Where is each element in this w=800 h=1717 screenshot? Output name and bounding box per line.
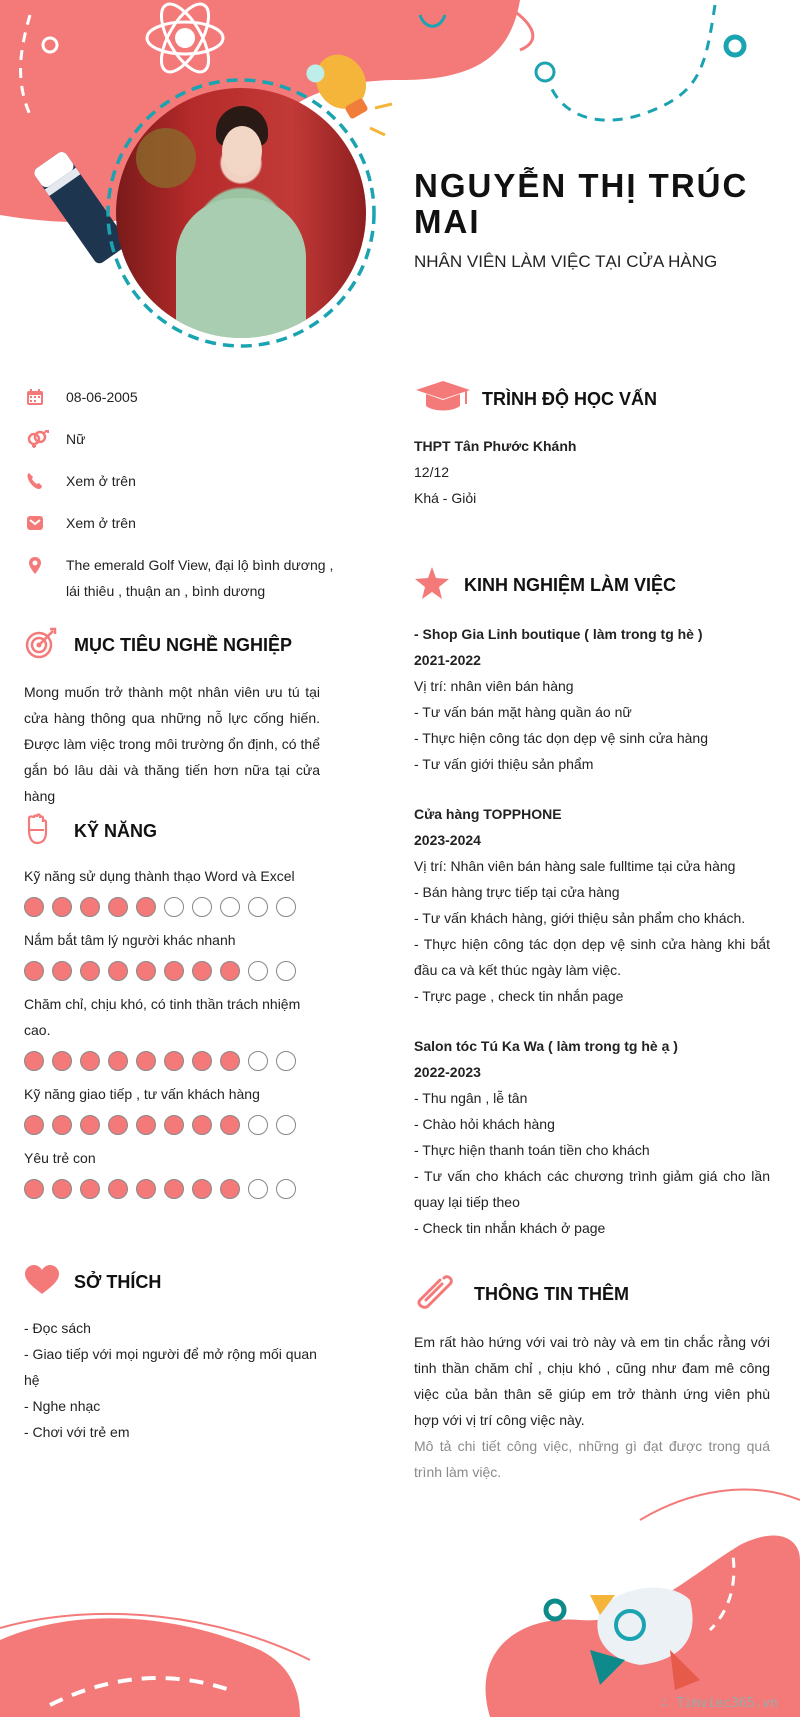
job-period: 2023-2024 [414,832,481,848]
skill-rating [24,961,320,981]
job-detail: - Thực hiện công tác dọn dẹp vệ sinh cửa hàng [414,730,709,746]
education-title: TRÌNH ĐỘ HỌC VẤN [482,389,657,409]
additional-section [414,1274,770,1485]
job-entry [414,801,770,1009]
objective-title: MỤC TIÊU NGHỀ NGHIỆP [74,635,293,655]
job-detail: - Check tin nhắn khách ở page [414,1220,606,1236]
rating-dot-filled [80,897,100,917]
raised-fist-icon [24,812,74,851]
contact-address [26,552,346,604]
job-detail: - Thu ngân , lễ tân [414,1090,528,1106]
objective-section [24,626,320,809]
objective-text: Mong muốn trở thành một nhân viên ưu tú tại cửa hàng thông qua những nỗ lực cống hiến. Được làm việc trong môi trường ổn định, có thể gắn bó lâu dài và thăng tiến hơn nữa tại cửa hàng [24,684,320,804]
rating-dot-filled [108,1051,128,1071]
calendar-icon [26,384,66,406]
rating-dot-filled [52,897,72,917]
skill-rating [24,1115,320,1135]
job-detail: - Bán hàng trực tiếp tại cửa hàng [414,884,620,900]
contact-info [26,384,346,620]
birthday-value: 08-06-2005 [66,389,138,405]
rating-dot-empty [276,897,296,917]
rating-dot-filled [164,1115,184,1135]
rating-dot-filled [52,1051,72,1071]
heart-icon [24,1264,74,1301]
rating-dot-filled [108,1179,128,1199]
additional-text: Em rất hào hứng với vai trò này và em tin chắc rằng với tinh thần chăm chỉ , chịu khó , cũng như đam mê công việc của bản thân sẽ giúp em trở thành ứng viên phù hợp với vị trí công việc này. [414,1334,770,1428]
rating-dot-filled [52,1179,72,1199]
additional-placeholder: Mô tả chi tiết công việc, những gì đạt được trong quá trình làm việc. [414,1438,770,1480]
contact-gender [26,426,346,452]
job-detail: - Thực hiện công tác dọn dẹp vệ sinh cửa hàng khi bắt đầu ca và kết thúc ngày làm việc. [414,936,770,978]
contact-phone [26,468,346,494]
rating-dot-filled [24,1179,44,1199]
education-section [414,380,770,511]
skills-heading [24,812,320,851]
rating-dot-filled [136,1179,156,1199]
graduation-cap-icon [414,380,482,419]
rating-dot-filled [52,961,72,981]
star-icon [414,566,464,605]
job-company: Salon tóc Tú Ka Wa ( làm trong tg hè ạ ) [414,1038,678,1054]
school-name: THPT Tân Phước Khánh [414,438,577,454]
jobs-list [414,621,770,1241]
hobbies-list [24,1315,320,1445]
rating-dot-filled [220,1179,240,1199]
skill-name: Nắm bắt tâm lý người khác nhanh [24,932,236,948]
phone-value: Xem ở trên [66,473,136,489]
rating-dot-empty [276,1179,296,1199]
rating-dot-empty [276,961,296,981]
rating-dot-empty [276,1115,296,1135]
rating-dot-empty [220,897,240,917]
rating-dot-filled [24,961,44,981]
rating-dot-filled [164,1179,184,1199]
rating-dot-filled [136,961,156,981]
rating-dot-filled [108,897,128,917]
job-company: - Shop Gia Linh boutique ( làm trong tg hè ) [414,626,703,642]
job-detail: - Trực page , check tin nhắn page [414,988,624,1004]
rating-dot-empty [164,897,184,917]
paperclip-icon [414,1274,474,1315]
rating-dot-empty [248,897,268,917]
rating-dot-empty [248,961,268,981]
job-entry [414,1033,770,1241]
rating-dot-filled [164,1051,184,1071]
rating-dot-filled [136,1115,156,1135]
skills-section [24,812,320,1209]
job-detail: - Tư vấn bán mặt hàng quần áo nữ [414,704,632,720]
rating-dot-filled [192,1115,212,1135]
rating-dot-filled [24,897,44,917]
rating-dot-filled [24,1115,44,1135]
avatar [116,88,366,338]
job-period: 2021-2022 [414,652,481,668]
skill-name: Kỹ năng sử dụng thành thạo Word và Excel [24,868,295,884]
job-period: 2022-2023 [414,1064,481,1080]
hobby-item: - Đọc sách [24,1320,91,1336]
hobby-item: - Giao tiếp với mọi người để mở rộng mối quan hệ [24,1346,317,1388]
education-heading [414,380,770,419]
job-detail: - Tư vấn cho khách các chương trình giảm giá cho lần quay lại tiếp theo [414,1168,770,1210]
experience-heading [414,566,770,605]
rating-dot-filled [220,1115,240,1135]
rating-dot-filled [80,1051,100,1071]
contact-email [26,510,346,536]
rating-dot-filled [52,1115,72,1135]
target-icon [24,626,74,665]
job-detail: - Chào hỏi khách hàng [414,1116,555,1132]
rating-dot-empty [248,1115,268,1135]
skill-name: Kỹ năng giao tiếp , tư vấn khách hàng [24,1086,260,1102]
skills-list [24,863,320,1199]
skill-name: Chăm chỉ, chịu khó, có tinh thần trách nhiệm cao. [24,996,301,1038]
hobbies-section [24,1264,320,1445]
rating-dot-filled [136,897,156,917]
experience-title: KINH NGHIỆM LÀM VIỆC [464,575,677,595]
rating-dot-filled [80,1115,100,1135]
school-grade: 12/12 [414,464,450,480]
rating-dot-filled [220,961,240,981]
email-value: Xem ở trên [66,515,136,531]
experience-section [414,566,770,1265]
job-company: Cửa hàng TOPPHONE [414,806,562,822]
email-icon [26,510,66,532]
rating-dot-filled [80,961,100,981]
rating-dot-filled [108,1115,128,1135]
skill-rating [24,1051,320,1071]
job-detail: Vị trí: Nhân viên bán hàng sale fulltime tại cửa hàng [414,858,736,874]
rating-dot-filled [192,1051,212,1071]
address-value: The emerald Golf View, đại lộ bình dương , lái thiêu , thuận an , bình dương [66,557,334,599]
hobby-item: - Chơi với trẻ em [24,1424,130,1440]
watermark: ∴ Timviec365.vn [660,1696,778,1711]
candidate-name: NGUYỄN THỊ TRÚC MAI [414,167,749,240]
rating-dot-filled [192,961,212,981]
gender-value: Nữ [66,431,86,447]
school-rank: Khá - Giỏi [414,490,477,506]
rating-dot-empty [248,1179,268,1199]
additional-heading [414,1274,770,1315]
hobbies-heading [24,1264,320,1301]
hobby-item: - Nghe nhạc [24,1398,101,1414]
rating-dot-filled [136,1051,156,1071]
additional-title: THÔNG TIN THÊM [474,1284,629,1304]
rating-dot-empty [192,897,212,917]
skills-title: KỸ NĂNG [74,821,158,841]
gender-icon [26,426,66,448]
hobbies-title: SỞ THÍCH [74,1272,162,1292]
skill-name: Yêu trẻ con [24,1150,96,1166]
location-pin-icon [26,552,66,576]
job-detail: - Tư vấn khách hàng, giới thiệu sản phẩm cho khách. [414,910,746,926]
contact-birthday [26,384,346,410]
rating-dot-filled [80,1179,100,1199]
phone-icon [26,468,66,490]
rating-dot-empty [276,1051,296,1071]
job-title: NHÂN VIÊN LÀM VIỆC TẠI CỬA HÀNG [414,252,718,271]
job-detail: - Thực hiện thanh toán tiền cho khách [414,1142,650,1158]
rating-dot-empty [248,1051,268,1071]
job-detail: Vị trí: nhân viên bán hàng [414,678,574,694]
job-detail: - Tư vấn giới thiệu sản phẩm [414,756,594,772]
rating-dot-filled [24,1051,44,1071]
skill-rating [24,897,320,917]
rating-dot-filled [108,961,128,981]
rating-dot-filled [192,1179,212,1199]
rating-dot-filled [164,961,184,981]
objective-heading [24,626,320,665]
job-entry [414,621,770,777]
rating-dot-filled [220,1051,240,1071]
skill-rating [24,1179,320,1199]
